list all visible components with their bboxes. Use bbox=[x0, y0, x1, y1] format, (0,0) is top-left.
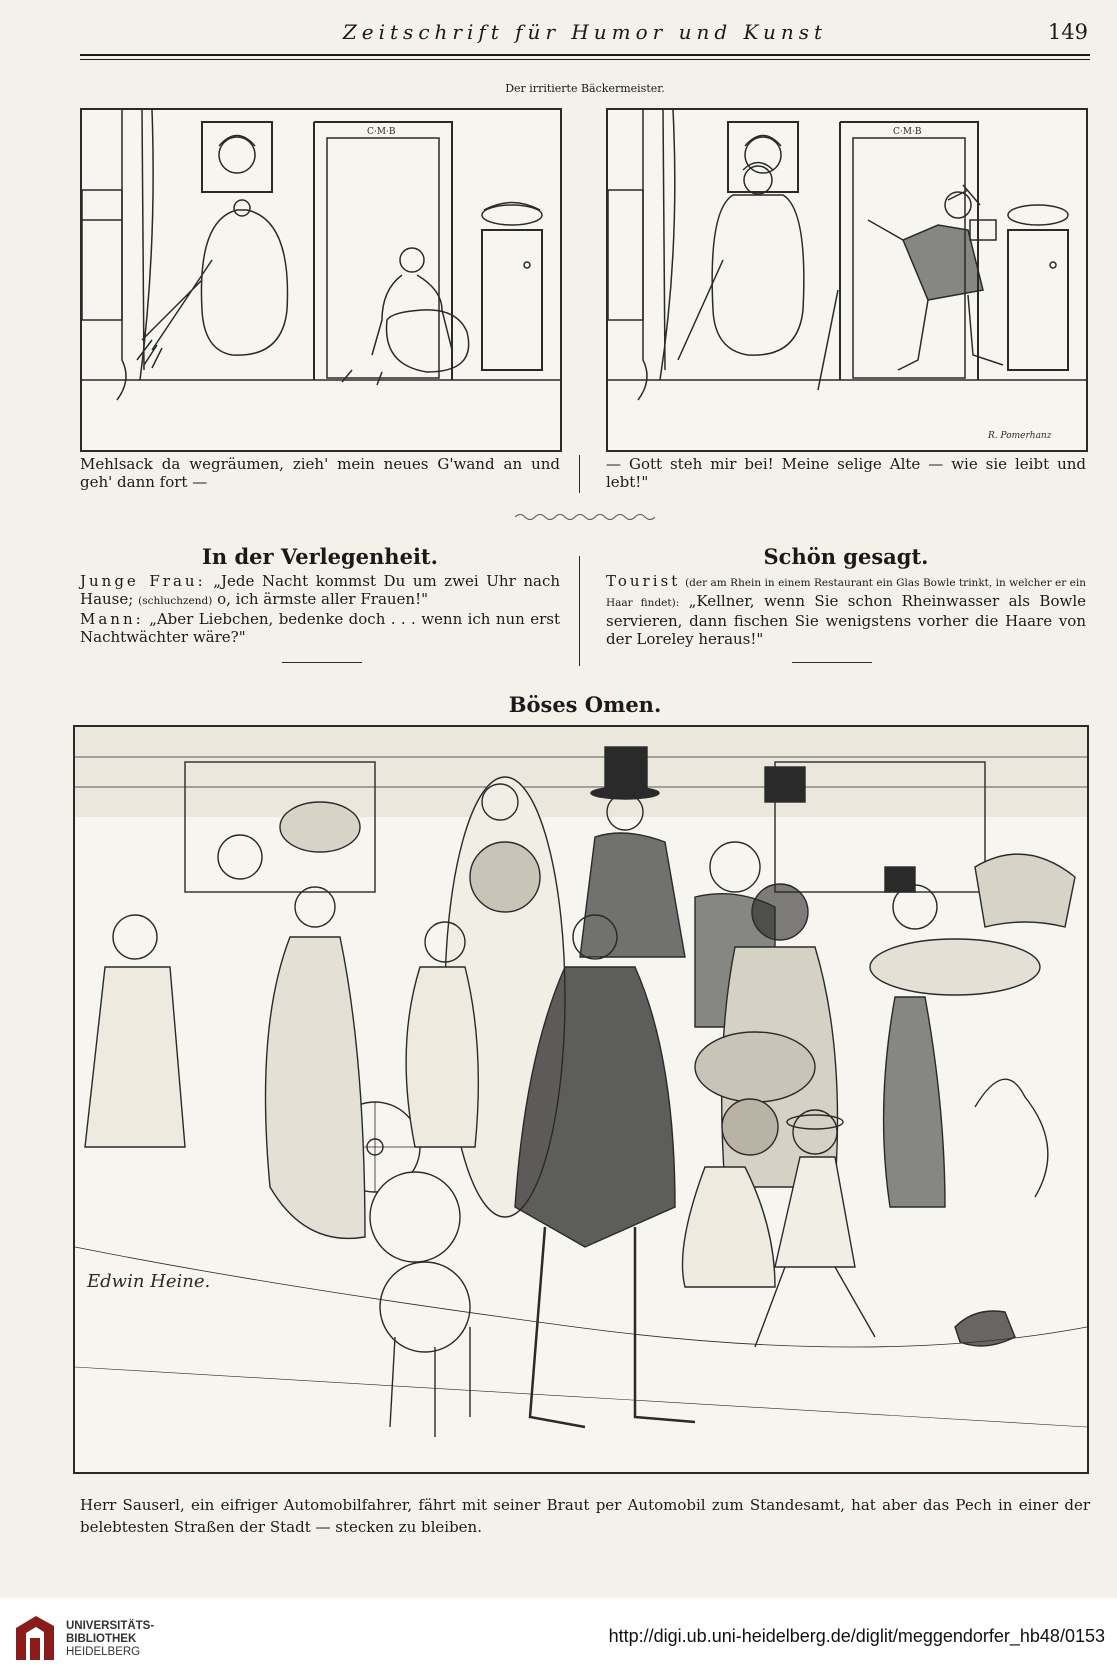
tourist-line: „Kellner, wenn Sie schon Rheinwasser als Bowle servieren, dann fischen Sie wenigstens vorher die Haare von der Loreley heraus!" bbox=[606, 592, 1086, 648]
library-name-line3: HEIDELBERG bbox=[66, 1646, 141, 1658]
story-left-body bbox=[80, 572, 560, 646]
header-rule-thick bbox=[80, 54, 1090, 56]
husband-line: „Aber Liebchen, bedenke doch . . . wenn ich nun erst Nachtwächter wäre?" bbox=[80, 610, 560, 646]
page-number: 149 bbox=[1047, 20, 1088, 44]
journal-title: Zeitschrift für Humor und Kunst bbox=[342, 20, 828, 44]
speaker-husband: Mann: bbox=[80, 610, 144, 628]
story-right-end-rule bbox=[792, 662, 872, 663]
comic-panel-right-illustration bbox=[608, 110, 1086, 450]
street-scene-drawing bbox=[75, 727, 1087, 1472]
illustration-title: Böses Omen. bbox=[508, 692, 662, 717]
stage-direction-tourist: (der am Rhein in einem Restaurant ein Glas Bowle trinkt, in welcher er ein Haar findet): bbox=[606, 577, 1086, 609]
speaker-tourist: Tourist bbox=[606, 572, 681, 590]
comic-panel-left bbox=[80, 108, 562, 452]
story-right-body bbox=[606, 572, 1086, 648]
story-left-title: In der Verlegenheit. bbox=[202, 544, 438, 569]
header-rule-thin bbox=[80, 59, 1090, 60]
library-footer bbox=[0, 1598, 1117, 1678]
library-name bbox=[66, 1620, 154, 1659]
university-library-logo-icon bbox=[10, 1610, 60, 1666]
comic-text-divider bbox=[579, 455, 580, 493]
svg-text:C·M·B: C·M·B bbox=[367, 127, 396, 137]
comic-caption: Der irritierte Bäckermeister. bbox=[505, 82, 665, 95]
illustration-caption: Herr Sauserl, ein eifriger Automobilfahrer, fährt mit seiner Braut per Automobil zum Standesamt, hat aber das Pech in einer der belebtesten Straßen der Stadt — stecken zu bleiben. bbox=[80, 1496, 1090, 1536]
library-name-line2: BIBLIOTHEK bbox=[66, 1633, 137, 1645]
young-wife-line-part1: „Jede Nacht kommst Du um zwei Uhr nach Hause; bbox=[80, 572, 561, 608]
page-header bbox=[80, 20, 1090, 50]
stage-direction-sobbing: (schluchzend) bbox=[138, 595, 213, 607]
young-wife-line-part2: o, ich ärmste aller Frauen!" bbox=[217, 590, 429, 608]
speaker-young-wife: Junge Frau: bbox=[80, 572, 206, 590]
svg-text:C·M·B: C·M·B bbox=[893, 127, 922, 137]
stories-divider bbox=[579, 556, 580, 666]
wavy-divider bbox=[515, 512, 655, 522]
illustrator-signature: Edwin Heine. bbox=[87, 1271, 211, 1292]
story-left-end-rule bbox=[282, 662, 362, 663]
comic-panel-left-illustration bbox=[82, 110, 560, 450]
street-scene-illustration bbox=[73, 725, 1089, 1474]
panel-artist-signature: R. Pomerhanz bbox=[988, 431, 1052, 441]
digital-library-url[interactable]: http://digi.ub.uni-heidelberg.de/diglit/meggendorfer_hb48/0153 bbox=[608, 1626, 1105, 1646]
comic-right-text: — Gott steh mir bei! Meine selige Alte — wie sie leibt und lebt!" bbox=[606, 455, 1086, 491]
comic-left-text: Mehlsack da wegräumen, zieh' mein neues G'wand an und geh' dann fort — bbox=[80, 455, 560, 491]
library-name-line1: UNIVERSITÄTS- bbox=[66, 1620, 155, 1632]
comic-panel-right bbox=[606, 108, 1088, 452]
story-right-title: Schön gesagt. bbox=[763, 544, 929, 569]
